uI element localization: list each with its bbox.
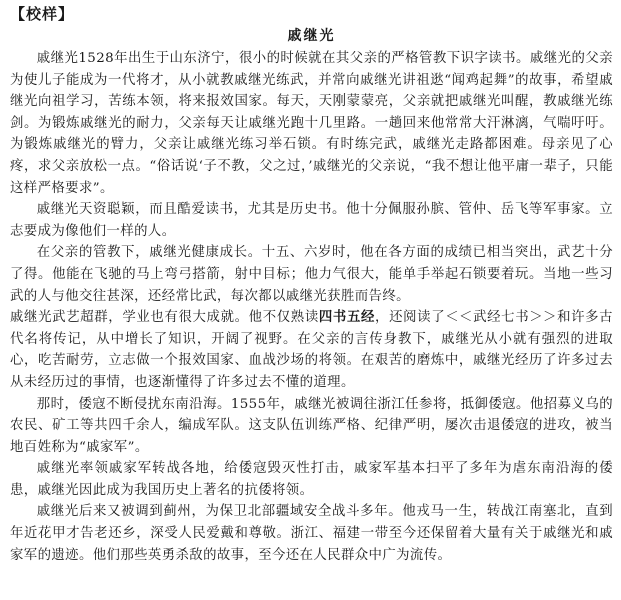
- paragraph-4-bold-text: 四书五经: [318, 310, 376, 326]
- paragraph-4: [10, 307, 613, 393]
- paragraph-4-text-a: 戚继光武艺超群，学业也有很大成就。他不仅熟读: [10, 310, 319, 326]
- paragraph-3: 在父亲的管教下，戚继光健康成长。十五、六岁时，他在各方面的成绩已相当突出，武艺十分了得。他能在飞驰的马上弯弓搭箭，射中目标；他力气很大，能单手举起石锁要着玩。当地一些习武的人与他交往甚深，还经常比武，每次都以戚继光获胜而告终。: [10, 245, 613, 304]
- paragraph-7: 戚继光后来又被调到蓟州，为保卫北部疆域安全战斗多年。他戎马一生，转战江南塞北，直到年近花甲才告老还乡，深受人民爱戴和尊敬。浙江、福建一带至今还保留着大量有关于戚继光和戚家军的遗迹。他们那些英勇杀敌的故事，至今还在人民群众中广为流传。: [10, 504, 613, 563]
- paragraph-5: 那时，倭寇不断侵扰东南沿海。1555年，戚继光被调往浙江任参将，抵御倭寇。他招募义乌的农民、矿工等共四千余人，编成军队。这支队伍训练严格、纪律严明，屡次击退倭寇的进攻，被当地百姓称为“戚家军”。: [10, 396, 613, 455]
- article-title: 戚继光: [287, 28, 336, 44]
- paragraph-1: 戚继光1528年出生于山东济宁，很小的时候就在其父亲的严格管教下识字读书。戚继光的父亲为使儿子能成为一代将才，从小就教戚继光练武，并常向戚继光讲祖逖“闻鸡起舞”的故事，希望戚继光向祖学习，苦练本领，将来报效国家。每天，天刚蒙蒙亮，父亲就把戚继光叫醒，教戚继光练剑。为锻炼戚继光的耐力，父亲每天让戚继光跑十几里路。一趟回来他常常大汗淋漓，气喘吁吁。为锻炼戚继光的臂力，父亲让戚继光练习举石锁。有时练完武，戚继光走路都困难。母亲见了心疼，求父亲放松一点。“俗话说‘子不教，父之过，’戚继光的父亲说，“我不想让他平庸一辈子，只能这样严格要求”。: [10, 51, 613, 196]
- paragraph-2: 戚继光天资聪颖，而且酷爱读书，尤其是历史书。他十分佩服孙膑、管仲、岳飞等军事家。立志要成为像他们一样的人。: [10, 202, 613, 239]
- proof-tag: 【校样】: [10, 5, 75, 23]
- paragraph-6: 戚继光率领戚家军转战各地，给倭寇毁灭性打击，戚家军基本扫平了多年为虐东南沿海的倭患，戚继光因此成为我国历史上著名的抗倭将领。: [10, 461, 613, 498]
- paragraph-4-text-b: ，还阅读了＜＜武经七书＞＞和许多古代名将传记，从中增长了知识，开阔了视野。在父亲的言传身教下，戚继光从小就有强烈的进取心，吃苦耐劳，立志做一个报效国家、血战沙场的将领。在艰苦的磨炼中，戚继光经历了许多过去从未经历过的事情，也逐渐懂得了许多过去不懂的道理。: [10, 310, 613, 390]
